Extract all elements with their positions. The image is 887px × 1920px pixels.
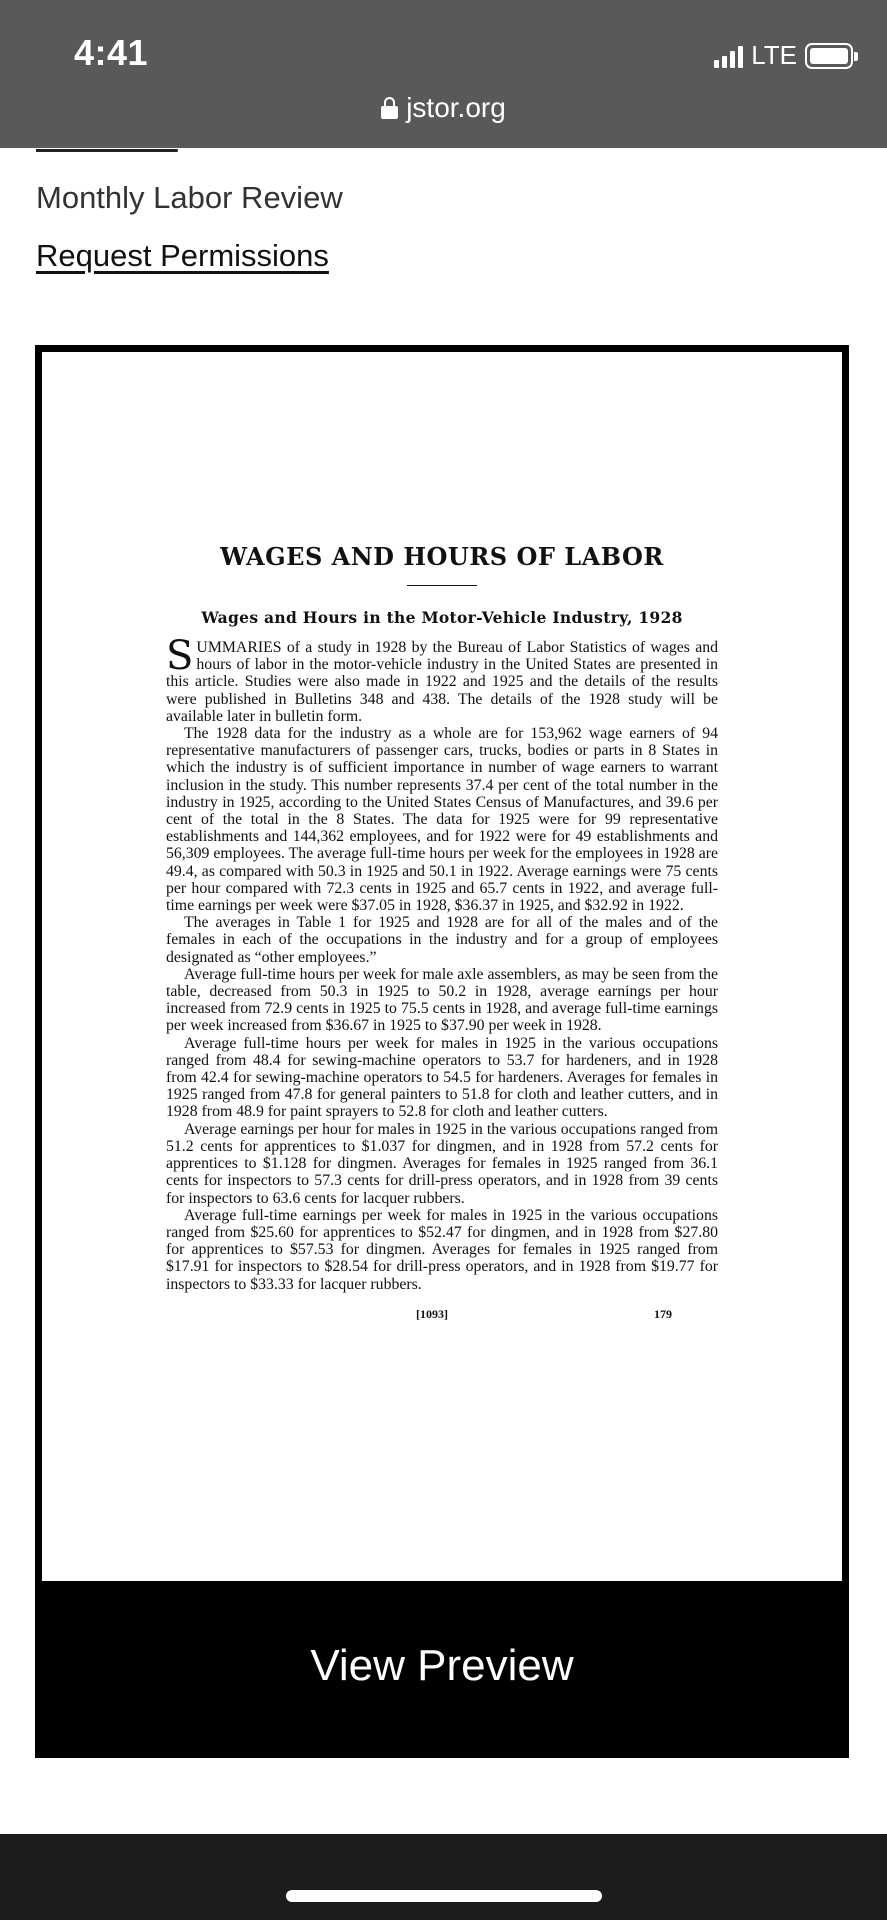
request-permissions-link[interactable]: Request Permissions [36,238,329,273]
bottom-bar [0,1834,887,1920]
network-label: LTE [751,40,797,70]
battery-icon [805,43,853,69]
page-number: 179 [654,1306,672,1321]
page-reference: [1093] [416,1306,448,1321]
view-preview-button[interactable]: View Preview [42,1581,842,1751]
signal-icon [714,44,743,68]
url-text: jstor.org [406,92,506,123]
drop-cap: S [166,633,194,679]
paragraph: Average full-time hours per week for males in 1925 in the various occupations ranged from 48.4 for sewing-machine operators to 53.7 for hardeners, and in 1928 from 42.4 for sewing-machine operators to 54.5 for hardeners. Averages for females in 1925 ranged from 47.8 for general painters to 51.8 for cloth and leather cutters, and in 1928 from 48.9 for paint sprayers to 52.8 for cloth and leather cutters. [166,1034,718,1121]
document-title: WAGES AND HOURS OF LABOR [220,542,664,571]
paragraph: Average earnings per hour for males in 1925 in the various occupations ranged from 51.2 cents for apprentices to $1.037 for dingmen, and in 1928 from 57.2 cents for apprentices to $1.128 for dingmen. Averages for females in 1925 ranged from 36.1 cents for inspectors to 57.3 cents for drill-press operators, and in 1928 from 39 cents for inspectors to 63.6 cents for lacquer rubbers. [166,1120,718,1207]
paragraph: Average full-time hours per week for male axle assemblers, as may be seen from the table, decreased from 50.3 in 1925 to 50.2 in 1928, average earnings per hour increased from 72.9 cents in 1925 to 75.5 cents in 1928, and average full-time earnings per week increased from $36.67 in 1925 to $37.90 per week in 1928. [166,965,718,1035]
journal-title: Monthly Labor Review [36,180,343,215]
page-footer [166,1307,718,1337]
home-indicator[interactable] [286,1890,602,1902]
paragraph: The averages in Table 1 for 1925 and 1928 are for all of the males and of the females in each of the occupations in the industry and for a group of employees designated as “other employees.” [166,914,718,966]
scanned-page [166,542,718,1337]
document-subtitle: Wages and Hours in the Motor-Vehicle Industry, 1928 [201,608,683,627]
article-preview [35,345,849,1758]
paragraph: The 1928 data for the industry as a whole are for 153,962 wage earners of 94 representative manufacturers of passenger cars, trucks, bodies or parts in 8 States in which the industry is of sufficient importance in number of wage earners to warrant inclusion in the study. This number represents 37.4 per cent of the total number in the industry in 1925, according to the United States Census of Manufactures, and 39.6 per cent of the total in the 8 States. The data for 1925 were for 99 representative establishments and 144,362 employees, and for 1922 were for 49 establishments and 56,309 employees. The average full-time hours per week for the employees in 1928 are 49.4, as compared with 50.3 in 1925 and 50.1 in 1922. Average earnings were 75 cents per hour compared with 72.3 cents in 1925 and 65.7 cents in 1922, and average full-time earnings per week were $37.05 in 1928, $36.37 in 1925, and $32.92 in 1922. [166,725,718,915]
title-divider [407,585,477,586]
address-bar[interactable] [0,92,887,124]
browser-top-bar [0,0,887,148]
status-indicators [714,40,853,71]
paragraph: SUMMARIES of a study in 1928 by the Bureau of Labor Statistics of wages and hours of labor in the motor-vehicle industry in the United States are presented in this article. Studies were also made in 1922 and 1925 and the details of the results were published in Bulletins 348 and 438. The details of the 1928 study will be available later in bulletin form. [166,633,718,725]
paragraph: Average full-time earnings per week for males in 1925 in the various occupations ranged from $25.60 for apprentices to $52.47 for dingmen, and in 1928 from $27.80 for apprentices to $57.53 for dingmen. Averages for females in 1925 ranged from $17.91 for inspectors to $28.54 for drill-press operators, and in 1928 from $19.77 for inspectors to $33.33 for lacquer rubbers. [166,1206,718,1293]
status-time: 4:41 [74,32,149,73]
lock-icon [381,97,398,119]
